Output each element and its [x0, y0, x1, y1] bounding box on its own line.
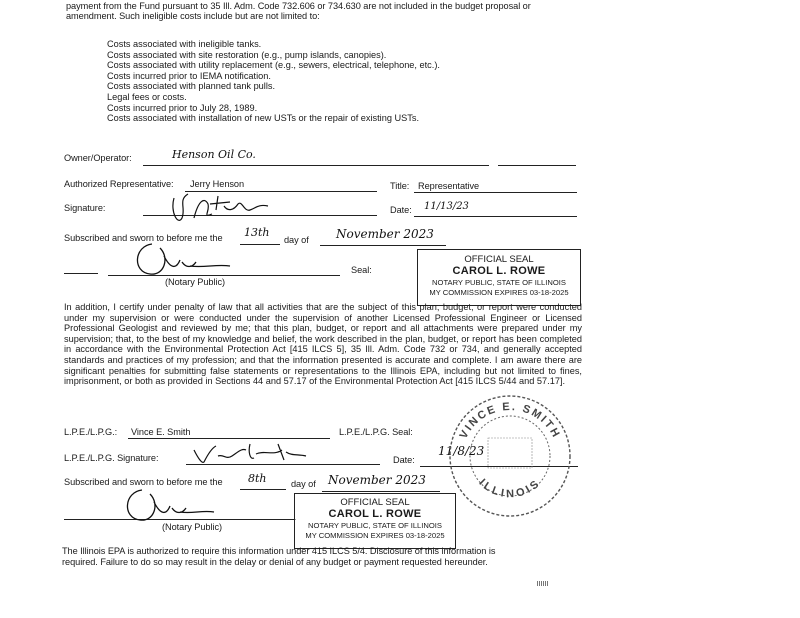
lpe-date-label: Date: — [393, 455, 415, 465]
date-value: 11/13/23 — [424, 201, 469, 212]
engineer-seal-top-text: VINCE E. SMITH — [457, 400, 563, 441]
notary1-aux-line — [64, 273, 98, 274]
list-item: Costs associated with site restoration (e.g., pump islands, canopies). — [107, 49, 387, 60]
notary2-day-value: 8th — [248, 472, 267, 485]
seal-heading: OFFICIAL SEAL — [464, 254, 534, 265]
svg-text:ILLINOIS — [477, 477, 544, 501]
ineligible-costs-list — [107, 39, 440, 124]
official-seal-stamp-2 — [294, 493, 456, 549]
lpe-value: Vince E. Smith — [131, 427, 191, 437]
engineer-seal-stamp — [440, 390, 580, 522]
seal-line-1: NOTARY PUBLIC, STATE OF ILLINOIS — [308, 521, 442, 530]
signature-label: Signature: — [64, 203, 106, 213]
notary2-month-year: November 2023 — [328, 473, 426, 487]
footer-line-2: required. Failure to do so may result in the delay or denial of any budget or payment requested hereunder. — [62, 557, 488, 567]
owner-operator-line-2 — [498, 165, 576, 166]
day-line-2 — [240, 489, 286, 490]
notary2-signature — [118, 484, 228, 524]
title-label: Title: — [390, 181, 410, 191]
list-item: Costs associated with utility replacement (e.g., sewers, electrical, telephone, etc.). — [107, 60, 440, 71]
notary2-label: (Notary Public) — [162, 522, 223, 532]
representative-signature — [160, 188, 290, 232]
list-item: Legal fees or costs. — [107, 91, 187, 102]
seal-heading: OFFICIAL SEAL — [340, 497, 410, 508]
svg-text:VINCE E. SMITH — [458, 401, 563, 441]
list-item: Costs incurred prior to July 28, 1989. — [107, 102, 258, 113]
lpe-signature — [190, 440, 310, 468]
list-item: Costs associated with installation of new USTs or the repair of existing USTs. — [107, 113, 419, 124]
seal-name: CAROL L. ROWE — [328, 508, 422, 520]
lpe-label: L.P.E./L.P.G.: — [64, 427, 118, 437]
month-year-line — [320, 245, 446, 246]
intro-line-2: amendment. Such ineligible costs include but are not limited to: — [66, 11, 320, 21]
date-label: Date: — [390, 205, 412, 215]
day-of-label: day of — [284, 235, 309, 245]
seal-label: Seal: — [351, 265, 372, 275]
seal-line-2: MY COMMISSION EXPIRES 03-18-2025 — [305, 530, 445, 540]
engineer-seal-bottom-text: ILLINOIS — [476, 476, 544, 501]
official-seal-stamp — [417, 249, 581, 306]
list-item: Costs associated with ineligible tanks. — [107, 39, 262, 49]
lpe-line — [128, 438, 330, 439]
notary1-label: (Notary Public) — [165, 277, 226, 287]
subscribed-label: Subscribed and sworn to before me the — [64, 233, 223, 243]
seal-line-1: NOTARY PUBLIC, STATE OF ILLINOIS — [432, 278, 566, 287]
lpe-signature-label: L.P.E./L.P.G. Signature: — [64, 453, 159, 463]
seal-line-2: MY COMMISSION EXPIRES 03-18-2025 — [429, 287, 569, 297]
seal-name: CAROL L. ROWE — [452, 265, 546, 277]
list-item: Costs associated with planned tank pulls. — [107, 81, 276, 92]
owner-operator-line — [143, 165, 489, 166]
authorized-rep-label: Authorized Representative: — [64, 179, 174, 189]
lpe-seal-label: L.P.E./L.P.G. Seal: — [339, 427, 413, 437]
day-of-label-2: day of — [291, 479, 316, 489]
notary1-signature — [130, 238, 240, 278]
notary1-day-value: 13th — [244, 226, 270, 239]
owner-operator-label: Owner/Operator: — [64, 153, 132, 163]
list-item: Costs incurred prior to IEMA notification. — [107, 70, 271, 81]
certification-paragraph: In addition, I certify under penalty of law that all activities that are the subject of this plan, budget, or report were conducted under my supervision or were conducted under the supervision of another Licensed Professional Engineer or Licensed Professional Geologist and reviewed by me; that this plan, budget, or report and all attachments were prepared under my supervision; that, to the best of my knowledge and belief, the work described in the plan, budget, or report has been completed in accordance with the Environmental Protection Act [415 ILCS 5], 35 Ill. Adm. Code 732 or 734, and generally accepted standards and practices of my profession; and that the information presented is accurate and complete. I am aware there are significant penalties for submitting false statements or representations to the Illinois EPA, including but not limited to fines, imprisonment, or both as provided in Sections 44 and 57.17 of the Environmental Protection Act [415 ILCS 5/44 and 57.17]. — [64, 302, 582, 387]
day-line — [240, 244, 280, 245]
title-value: Representative — [418, 181, 480, 191]
scan-mark — [537, 581, 549, 586]
owner-operator-value: Henson Oil Co. — [172, 148, 256, 161]
date-line — [414, 216, 577, 217]
lpe-date-value: 11/8/23 — [438, 444, 485, 458]
title-line — [414, 192, 577, 193]
intro-line-1: payment from the Fund pursuant to 35 Ill. Adm. Code 732.606 or 734.630 are not included in the budget proposal or — [66, 1, 531, 11]
footer-line-1: The Illinois EPA is authorized to require this information under 415 ILCS 5/4. Disclosure of this information is — [62, 546, 496, 556]
authorized-rep-value: Jerry Henson — [190, 179, 245, 189]
subscribed-label-2: Subscribed and sworn to before me the — [64, 477, 223, 487]
notary1-month-year: November 2023 — [336, 227, 434, 241]
month-year-line-2 — [322, 491, 440, 492]
